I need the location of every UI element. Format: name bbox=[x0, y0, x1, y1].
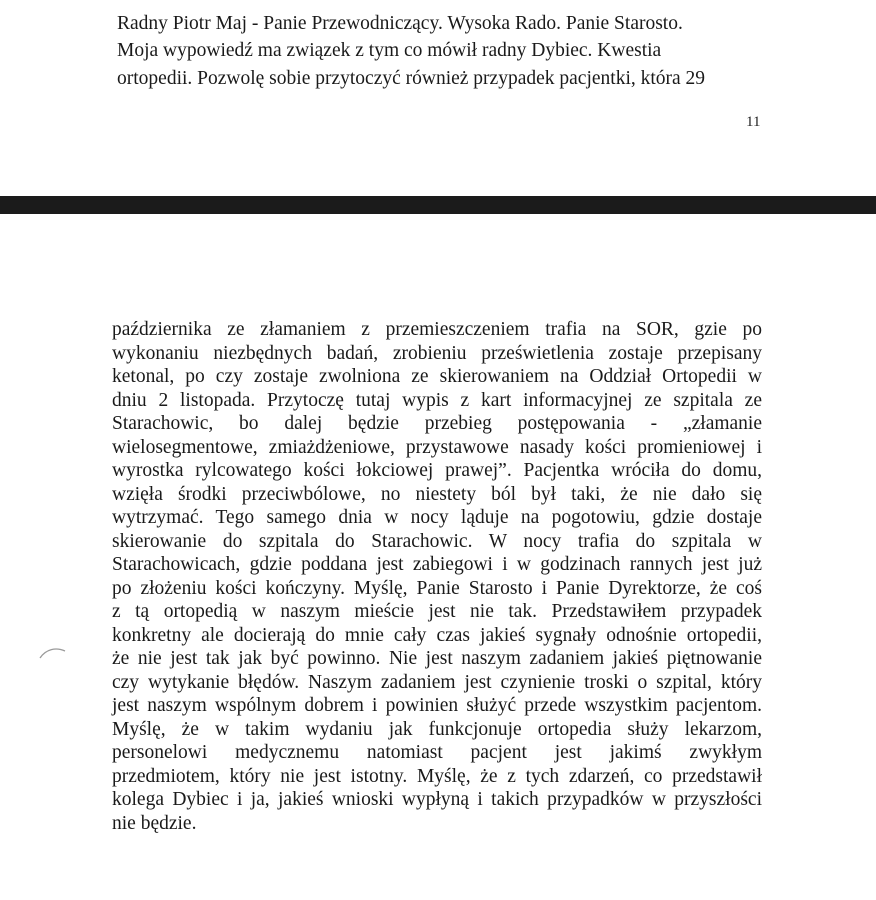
body-line: skierowanie do szpitala do Starachowic. W nocy trafia do szpitala w bbox=[112, 530, 762, 552]
body-line: wykonaniu niezbędnych badań, zrobieniu prześwietlenia zostaje przepisany bbox=[112, 342, 762, 364]
body-line: ketonal, po czy zostaje zwolniona ze skierowaniem na Oddział Ortopedii w bbox=[112, 366, 762, 387]
body-line: dniu 2 listopada. Przytoczę tutaj wypis z kart informacyjnej ze szpitala ze bbox=[112, 389, 762, 411]
body-line: że nie jest tak jak być powinno. Nie jest naszym zadaniem jakieś piętnowanie bbox=[112, 648, 762, 669]
body-line: konkretny ale docierają do mnie cały czas jakieś sygnały odnośnie ortopedii, bbox=[112, 624, 762, 646]
body-line: wielosegmentowe, zmiażdżeniowe, przystawowe nasady kości promieniowej i bbox=[112, 436, 762, 458]
body-line: nie będzie. bbox=[112, 812, 197, 834]
body-line: wyrostka rylcowatego kości łokciowej prawej”. Pacjentka wróciła do domu, bbox=[112, 460, 762, 481]
body-line: kolega Dybiec i ja, jakieś wnioski wypłyną i takich przypadków w przyszłości bbox=[112, 789, 762, 810]
body-line: Starachowicach, gdzie poddana jest zabiegowi i w godzinach rannych jest już bbox=[112, 554, 762, 575]
margin-mark bbox=[38, 646, 68, 660]
body-line: października ze złamaniem z przemieszczeniem trafia na SOR, gzie po bbox=[112, 319, 762, 340]
body-line: Myślę, że w takim wydaniu jak funkcjonuje ortopedia służy lekarzom, bbox=[112, 718, 762, 740]
body-paragraph bbox=[112, 318, 762, 835]
body-line: jest naszym wspólnym dobrem i powinien służyć przede wszystkim pacjentom. bbox=[112, 695, 762, 716]
body-line: wytrzymać. Tego samego dnia w nocy ląduje na pogotowiu, gdzie dostaje bbox=[112, 507, 762, 528]
top-page bbox=[0, 0, 876, 196]
body-line: czy wytykanie błędów. Naszym zadaniem jest czynienie troski o szpital, który bbox=[112, 671, 762, 693]
page-number: 11 bbox=[746, 114, 761, 130]
body-line: po złożeniu kości kończyny. Myślę, Panie Starosto i Panie Dyrektorze, że coś bbox=[112, 577, 762, 599]
top-text-line-1: Radny Piotr Maj - Panie Przewodniczący. Wysoka Rado. Panie Starosto. bbox=[117, 13, 683, 34]
top-text-line-3: ortopedii. Pozwolę sobie przytoczyć również przypadek pacjentki, która 29 bbox=[117, 68, 706, 89]
body-line: z tą ortopedią w naszym mieście jest nie tak. Przedstawiłem przypadek bbox=[112, 601, 762, 622]
page-divider bbox=[0, 196, 876, 214]
body-line: personelowi medycznemu natomiast pacjent jest jakimś zwykłym bbox=[112, 742, 762, 763]
top-text-line-2: Moja wypowiedź ma związek z tym co mówił radny Dybiec. Kwestia bbox=[117, 40, 662, 61]
body-line: Starachowic, bo dalej będzie przebieg postępowania - „złamanie bbox=[112, 413, 762, 434]
body-line: przedmiotem, który nie jest istotny. Myślę, że z tych zdarzeń, co przedstawił bbox=[112, 765, 762, 787]
body-line: wzięła środki przeciwbólowe, no niestety ból był taki, że nie dało się bbox=[112, 483, 762, 505]
